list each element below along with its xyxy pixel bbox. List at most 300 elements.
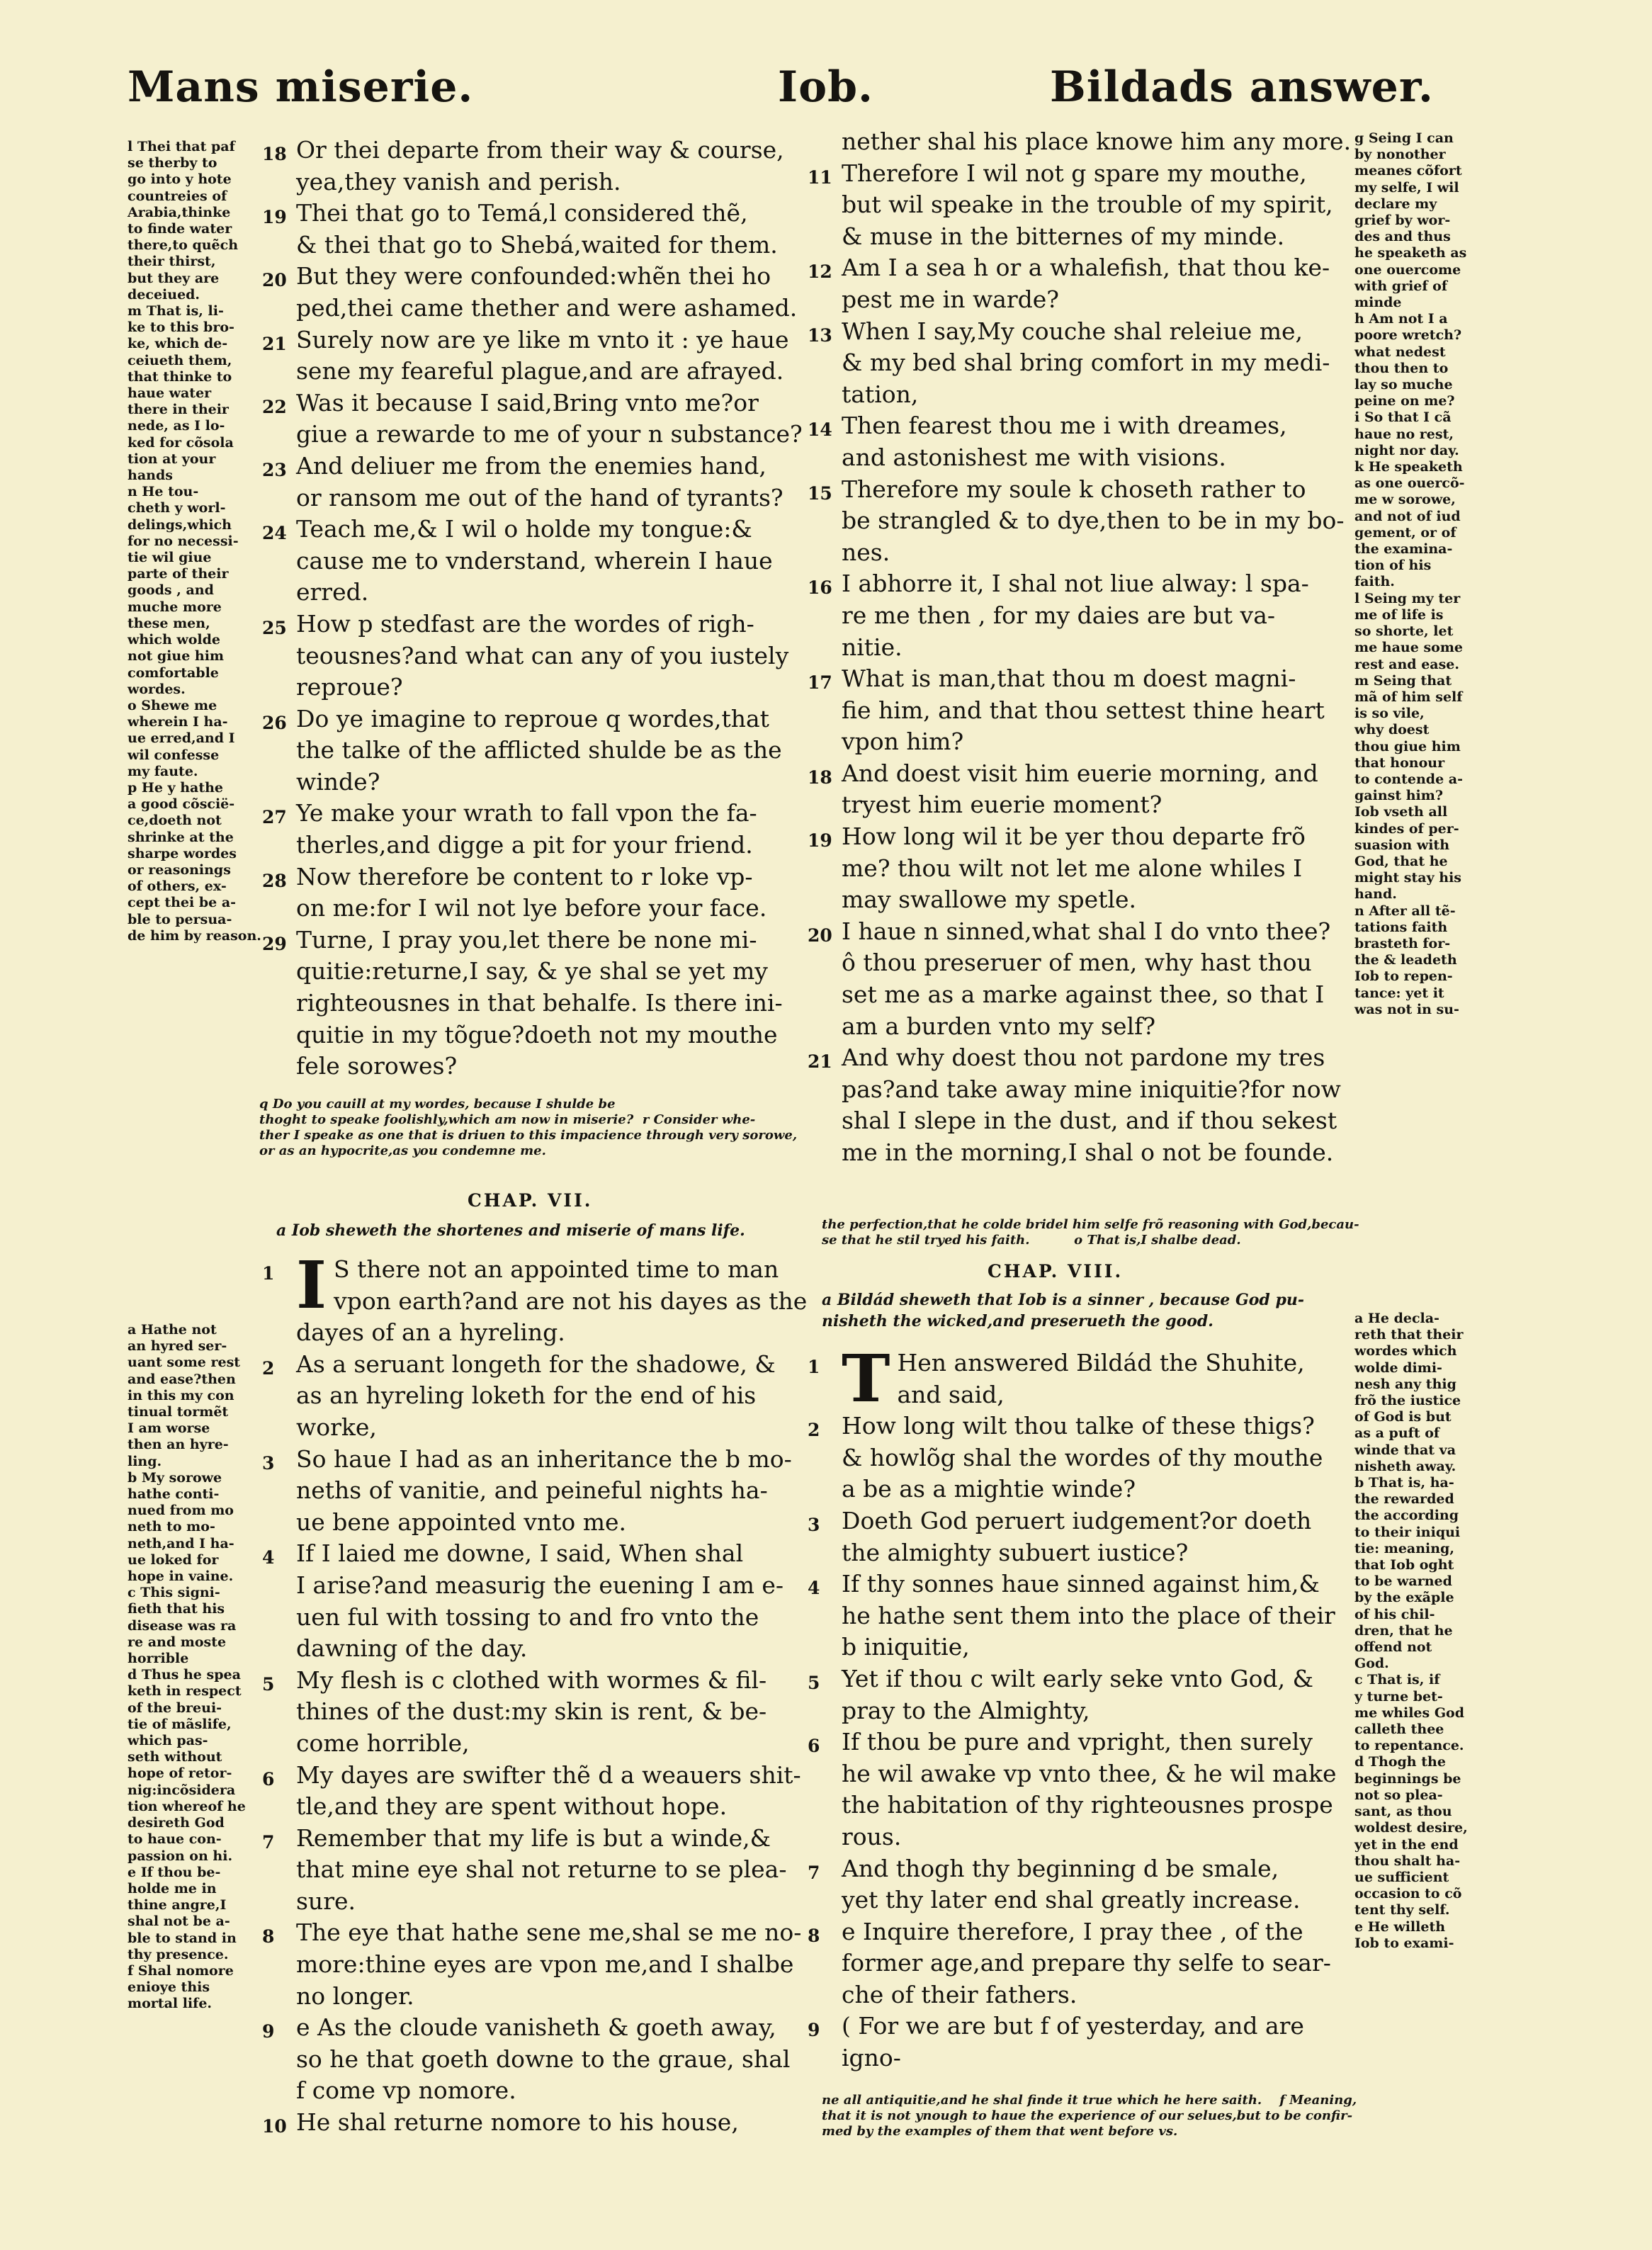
margin-note-line: sant, as thou: [1354, 1804, 1452, 1820]
margin-note-line: dren, that he: [1354, 1622, 1453, 1639]
margin-note-line: tion of his: [1354, 558, 1432, 574]
verse-number: 22: [262, 396, 287, 417]
margin-note-line: that thinke to: [128, 368, 232, 385]
margin-note-line: God, that he: [1354, 853, 1448, 869]
margin-note-line: e If thou be-: [128, 1864, 221, 1880]
margin-note-line: passion on hi.: [128, 1848, 233, 1864]
margin-note-line: hands: [128, 468, 173, 484]
verse: [262, 798, 806, 861]
chapter-7-summary: a Iob sheweth the shortenes and miserie of mans life.: [276, 1221, 745, 1240]
verse-number: 21: [262, 333, 287, 354]
margin-note-line: I am worse: [128, 1420, 210, 1437]
verse-line: Therefore I wil not g spare my mouthe,: [842, 159, 1307, 187]
margin-note-line: seth without: [128, 1749, 222, 1765]
margin-note-line: not so plea-: [1354, 1787, 1443, 1803]
margin-note-line: thy presence.: [128, 1946, 229, 1962]
margin-note-line: re and moste: [128, 1634, 227, 1650]
chapter-8-verses: [808, 1340, 1352, 2074]
margin-note-line: parte of their: [128, 566, 229, 582]
margin-notes-right-top: [1354, 130, 1496, 1018]
margin-note-line: thou shalt ha-: [1354, 1853, 1461, 1869]
verse-number: 2: [262, 1357, 275, 1379]
footnote-line: q Do you cauill at my wordes, because I shulde be: [259, 1097, 616, 1112]
verse-line: neths of vanitie, and peineful nights ha-: [296, 1476, 768, 1505]
verse-line: nes.: [842, 538, 890, 566]
verse-line: Surely now are ye like m vnto it : ye haue: [296, 325, 789, 354]
verse-number: 29: [262, 933, 287, 954]
verse: [262, 514, 806, 609]
verse-number: 5: [262, 1673, 275, 1695]
verse: [262, 1760, 806, 1823]
verse-line: worke,: [296, 1413, 377, 1441]
chapter-8-summary: [822, 1289, 1360, 1332]
verse: [808, 758, 1352, 821]
margin-note-line: for no necessi-: [128, 533, 239, 549]
margin-note-line: rest and ease.: [1354, 656, 1460, 672]
verse: [262, 861, 806, 925]
margin-note-line: horrible: [128, 1651, 189, 1667]
margin-note-line: g Seing I can: [1354, 130, 1454, 146]
margin-note-line: tion at your: [128, 451, 216, 467]
margin-note-line: c This signi-: [128, 1585, 220, 1601]
verse-line: uen ful with tossing to and fro vnto the: [296, 1602, 759, 1631]
margin-note-line: might stay his: [1354, 870, 1461, 886]
margin-note-line: m Seing that: [1354, 672, 1452, 689]
verse-line: He shal returne nomore to his house,: [296, 2108, 739, 2137]
verse-line: ( For we are but f of yesterday, and are: [842, 2012, 1304, 2040]
verse-number: 16: [808, 577, 832, 599]
verse-line: sure.: [296, 1887, 356, 1915]
margin-note-line: nued from mo: [128, 1503, 234, 1519]
verse-line: And why doest thou not pardone my tres: [842, 1044, 1325, 1072]
verse-line: I abhorre it, I shal not liue alway: l spa-: [842, 570, 1309, 598]
margin-note-line: as one ouercõ-: [1354, 475, 1465, 492]
margin-note-line: ue sufficient: [1354, 1869, 1449, 1885]
verse-line: & my bed shal bring comfort in my medi-: [842, 349, 1330, 377]
verse-line: erred.: [296, 578, 369, 606]
margin-note-line: in this my con: [128, 1387, 234, 1403]
footnote-line: that it is not ynough to haue the experience of our selues,but to be confir-: [822, 2108, 1353, 2123]
margin-note-line: to finde water: [128, 221, 232, 237]
margin-note-line: shrinke at the: [128, 829, 234, 845]
verse-line: pray to the Almighty,: [842, 1696, 1090, 1724]
chapter-7-title: CHAP. VII.: [468, 1190, 593, 1211]
verse-line: tation,: [842, 380, 919, 408]
margin-note-line: tie of mãslife,: [128, 1716, 232, 1732]
margin-note-line: and ease?then: [128, 1371, 236, 1387]
verse-line: yet thy later end shal greatly increase.: [842, 1886, 1301, 1914]
margin-note-line: b That is, ha-: [1354, 1475, 1454, 1491]
margin-note-line: by the exãple: [1354, 1590, 1454, 1606]
verse-line: But they were confounded:whẽn thei ho: [296, 262, 771, 290]
margin-note-line: shal not be a-: [128, 1913, 230, 1930]
margin-note-line: f Shal nomore: [128, 1962, 234, 1979]
margin-note-line: not giue him: [128, 648, 225, 665]
margin-note-line: wherein I ha-: [128, 714, 228, 730]
margin-note-line: lay so muche: [1354, 377, 1453, 393]
margin-note-line: mã of him self: [1354, 689, 1463, 705]
margin-note-line: mortal life.: [128, 1996, 213, 2012]
verse: [808, 1853, 1352, 1916]
verse-number: 19: [808, 830, 832, 852]
margin-note-line: tent thy self.: [1354, 1902, 1450, 1918]
verse: [808, 1042, 1352, 1168]
margin-note-line: suasion with: [1354, 837, 1450, 853]
margin-note-line: c That is, if: [1354, 1672, 1440, 1688]
verse: [808, 1916, 1352, 2011]
verse-line: As a seruant longeth for the shadowe, &: [296, 1350, 776, 1378]
verse: [262, 1665, 806, 1760]
verse: [262, 261, 806, 324]
verse-number: 25: [262, 617, 287, 638]
verse-line: Am I a sea h or a whalefish, that thou ke-: [842, 254, 1330, 282]
margin-note-line: wordes which: [1354, 1343, 1457, 1359]
verse-line: he wil awake vp vnto thee, & he wil make: [842, 1759, 1337, 1787]
margin-note-line: to haue con-: [128, 1831, 222, 1848]
margin-note-line: keth in respect: [128, 1683, 242, 1700]
verse: [262, 198, 806, 261]
verse-number: 6: [808, 1736, 820, 1757]
verse: [262, 1538, 806, 1664]
margin-note-line: neth,and I ha-: [128, 1535, 234, 1551]
margin-note-line: me haue some: [1354, 640, 1464, 656]
margin-note-line: ling.: [128, 1453, 162, 1469]
margin-note-line: tinual tormẽt: [128, 1404, 229, 1420]
verse: [808, 316, 1352, 411]
margin-note-line: nisheth away.: [1354, 1458, 1456, 1474]
verse: [808, 1726, 1352, 1853]
column-left-footnote: [259, 1097, 812, 1159]
margin-note-line: yet in the end: [1354, 1836, 1459, 1853]
margin-note-line: e He willeth: [1354, 1918, 1446, 1935]
margin-notes-left-top: [128, 139, 262, 944]
margin-note-line: a good cõscië-: [128, 796, 235, 813]
margin-note-line: ceiueth them,: [128, 352, 232, 368]
margin-note-line: these men,: [128, 615, 210, 631]
margin-note-line: my faute.: [128, 763, 198, 779]
verse-number: 1: [808, 1357, 820, 1377]
verse-line: shal I slepe in the dust, and if thou sekest: [842, 1107, 1337, 1135]
margin-note-line: ue erred,and I: [128, 730, 235, 747]
margin-note-line: goods , and: [128, 582, 214, 599]
verse-line: thines of the dust:my skin is rent, & be-: [296, 1697, 767, 1726]
verse-line: he hathe sent them into the place of their: [842, 1601, 1335, 1629]
margin-note-line: to repentance.: [1354, 1738, 1464, 1754]
margin-note-line: nig:incõsidera: [128, 1782, 236, 1798]
margin-note-line: k He speaketh: [1354, 459, 1463, 475]
verse-line: me in the morning,I shal o not be founde.: [842, 1138, 1334, 1166]
margin-note-line: Iob to exami-: [1354, 1935, 1454, 1951]
verse-number: 21: [808, 1051, 832, 1073]
margin-note-line: beginnings be: [1354, 1770, 1461, 1787]
verse-line: Teach me,& I wil o holde my tongue:&: [296, 515, 752, 543]
footnote-line: the perfection,that he colde bridel him selfe frõ reasoning with God,becau-: [822, 1217, 1359, 1232]
verse-line: pest me in warde?: [842, 285, 1059, 313]
verse: [262, 1823, 806, 1918]
verse-line: rous.: [842, 1822, 902, 1850]
verse-line: Now therefore be content to r loke vp-: [296, 862, 753, 891]
verse-line: former age,and prepare thy selfe to sear-: [842, 1949, 1331, 1977]
verse-line: the talke of the afflicted shulde be as the: [296, 736, 782, 764]
margin-note-line: muche more: [128, 599, 222, 615]
verse-line: My dayes are swifter thẽ d a weauers shit-: [296, 1760, 801, 1789]
margin-note-line: but they are: [128, 270, 220, 286]
margin-note-line: l Thei that paf: [128, 139, 235, 154]
margin-note-line: ue loked for: [128, 1551, 219, 1568]
margin-note-line: b My sorowe: [128, 1469, 222, 1486]
verse-number: 10: [262, 2116, 287, 2137]
margin-note-line: fieth that his: [128, 1601, 225, 1617]
margin-note-line: neth to mo-: [128, 1519, 215, 1535]
verse-line: & thei that go to Shebá,waited for them.: [296, 230, 778, 259]
margin-note-line: so shorte, let: [1354, 623, 1454, 640]
verse: [262, 2012, 806, 2107]
verse-number: 9: [808, 2020, 820, 2041]
verse: [808, 1411, 1352, 1505]
column-left-chapter6: [262, 135, 806, 1082]
drop-cap: T: [842, 1340, 890, 1417]
margin-note-line: thine angre,I: [128, 1897, 227, 1913]
verse-line: righteousnes in that behalfe. Is there ini-: [296, 989, 783, 1017]
verse: [262, 451, 806, 514]
running-head-left: Mans miserie.: [128, 62, 474, 112]
summary-line: a Bildád sheweth that Iob is a sinner , because God pu-: [822, 1291, 1304, 1309]
verse-line: Hen answered Bildád the Shuhite,: [897, 1349, 1305, 1376]
verse-line: as an hyreling loketh for the end of his: [296, 1381, 757, 1410]
verse-line: dawning of the day.: [296, 1634, 528, 1663]
margin-note-line: haue no rest,: [1354, 426, 1454, 442]
verse-line: yea,they vanish and perish.: [296, 167, 621, 196]
verse-line: vpon him?: [842, 728, 964, 756]
margin-note-line: tie wil giue: [128, 550, 212, 566]
verse-number: 7: [262, 1831, 275, 1853]
verse-line: Or thei departe from their way & course,: [296, 136, 784, 164]
column-right-chapter7: [808, 126, 1352, 1169]
verse-number: 15: [808, 482, 832, 504]
margin-note-line: go into y hote: [128, 171, 232, 188]
verse-line: If thy sonnes haue sinned against him,&: [842, 1570, 1320, 1598]
margin-note-line: deceiued.: [128, 286, 200, 303]
margin-note-line: nede, as I lo-: [128, 418, 225, 434]
margin-note-line: declare my: [1354, 196, 1437, 212]
margin-note-line: tance: yet it: [1354, 985, 1444, 1001]
verse: [808, 1663, 1352, 1726]
verse-number: 4: [808, 1578, 820, 1599]
verse-line: Doeth God peruert iudgement?or doeth: [842, 1506, 1312, 1534]
verse-number: 18: [808, 767, 832, 788]
verse-line: How long wil it be yer thou departe frõ: [842, 822, 1306, 851]
margin-note-line: by nonother: [1354, 147, 1446, 163]
margin-note-line: hand.: [1354, 886, 1397, 903]
verse-line: Therefore my soule k choseth rather to: [842, 475, 1306, 503]
verse-line: My flesh is c clothed with wormes & fil-: [296, 1666, 767, 1694]
verse-line: cause me to vnderstand, wherein I haue: [296, 546, 773, 575]
margin-note-line: or reasonings: [128, 861, 231, 878]
verse-number: 8: [262, 1926, 275, 1947]
margin-note-line: me of life is: [1354, 606, 1444, 623]
verse-line: And thogh thy beginning d be smale,: [842, 1854, 1279, 1882]
margin-note-line: there in their: [128, 402, 229, 418]
verse-line: If thou be pure and vpright, then surely: [842, 1728, 1313, 1756]
verse-line: nether shal his place knowe him any more.: [842, 128, 1352, 155]
margin-note-line: thou then to: [1354, 360, 1449, 376]
verse-line: Turne, I pray you,let there be none mi-: [296, 925, 757, 954]
verse: [808, 1340, 1352, 1417]
margin-note-line: n After all tẽ-: [1354, 903, 1456, 919]
verse: [262, 135, 806, 198]
verse-line: I arise?and measurig the euening I am e-: [296, 1571, 784, 1599]
verse-line: & muse in the bitternes of my minde.: [842, 222, 1285, 250]
verse: [808, 252, 1352, 315]
verse-line: Thei that go to Temá,l considered thẽ,: [296, 199, 748, 227]
chapter-7-verses: [262, 1247, 808, 2139]
margin-note-line: frõ the iustice: [1354, 1393, 1461, 1409]
verse-line: & howlõg shal the wordes of thy mouthe: [842, 1443, 1323, 1471]
margin-note-line: ble to persua-: [128, 911, 232, 927]
margin-note-line: y turne bet-: [1354, 1688, 1443, 1705]
verse-line: teousnes?and what can any of you iustely: [296, 641, 789, 669]
margin-note-line: d Thogh the: [1354, 1754, 1446, 1770]
margin-note-line: de him by reason.: [128, 927, 261, 944]
verse-line: so he that goeth downe to the graue, shal: [296, 2045, 791, 2073]
verse-number: 14: [808, 419, 832, 441]
margin-note-line: enioye this: [128, 1979, 210, 1996]
margin-note-line: hathe conti-: [128, 1486, 220, 1503]
verse-line: The eye that hathe sene me,shal se me no-: [296, 1918, 802, 1947]
verse-number: 2: [808, 1420, 820, 1441]
margin-note-line: my selfe, I wil: [1354, 179, 1459, 196]
verse-line: So haue I had as an inheritance the b mo-: [296, 1445, 792, 1473]
margin-note-line: woldest desire,: [1354, 1820, 1468, 1836]
verse: [808, 1568, 1352, 1663]
verse-line: e As the cloude vanisheth & goeth away,: [296, 2013, 776, 2042]
verse-line: but wil speake in the trouble of my spirit,: [842, 191, 1333, 219]
verse-line: tle,and they are spent without hope.: [296, 1792, 728, 1821]
margin-note-line: thou giue him: [1354, 738, 1461, 754]
verse-line: Remember that my life is but a winde,&: [296, 1824, 771, 1852]
verse-line: fie him, and that thou settest thine heart: [842, 696, 1325, 724]
verse-line: igno-: [842, 2044, 901, 2072]
margin-note-line: hope of retor-: [128, 1765, 232, 1782]
verse-number: 9: [262, 2021, 275, 2042]
verse-line: Was it because I said,Bring vnto me?or: [296, 388, 759, 417]
verse: [808, 663, 1352, 758]
margin-note-line: gainst him?: [1354, 788, 1443, 804]
margin-note-line: then an hyre-: [128, 1437, 229, 1453]
footnote-line: med by the examples of them that went before vs.: [822, 2124, 1178, 2139]
margin-note-line: what nedest: [1354, 344, 1446, 360]
verse-line: be strangled & to dye,then to be in my bo-: [842, 507, 1345, 535]
verse-line: more:thine eyes are vpon me,and I shalbe: [296, 1950, 794, 1979]
verse: [808, 410, 1352, 473]
margin-note-line: calleth thee: [1354, 1722, 1444, 1738]
margin-note-line: and not of iud: [1354, 508, 1461, 524]
margin-note-line: night nor day.: [1354, 442, 1459, 458]
footnote-line: ne all antiquitie,and he shal finde it true which he here saith. f Meaning,: [822, 2093, 1357, 2108]
verse-line: pas?and take away mine iniquitie?for now: [842, 1075, 1341, 1103]
verse-number: 18: [262, 144, 287, 164]
verse-line: vpon earth?and are not his dayes as the: [334, 1287, 808, 1315]
verse-number: 27: [262, 807, 287, 828]
verse: [808, 2011, 1352, 2074]
margin-note-line: m That is, li-: [128, 303, 224, 320]
verse-number: 23: [262, 459, 287, 480]
verse-line: e Inquire therefore, I pray thee , of the: [842, 1917, 1303, 1945]
verse-number: 6: [262, 1768, 275, 1790]
margin-note-line: me w sorowe,: [1354, 492, 1456, 508]
margin-note-line: tations faith: [1354, 919, 1448, 935]
margin-note-line: with grief of: [1354, 278, 1448, 294]
verse: [262, 703, 806, 798]
margin-note-line: desireth God: [128, 1815, 225, 1831]
verse-number: 4: [262, 1547, 275, 1568]
verse-number: 7: [808, 1862, 820, 1883]
margin-note-line: to be warned: [1354, 1573, 1452, 1590]
verse-line: f come vp nomore.: [296, 2076, 516, 2105]
verse-number: 20: [808, 925, 832, 946]
margin-notes-left-bottom: [128, 1322, 262, 2013]
running-head-right: Bildads answer.: [1050, 62, 1434, 112]
margin-note-line: which pas-: [128, 1733, 208, 1749]
verse-number: 5: [808, 1672, 820, 1693]
margin-note-line: their thirst,: [128, 254, 216, 270]
margin-note-line: to their iniqui: [1354, 1524, 1461, 1540]
verse-line: or ransom me out of the hand of tyrants?: [296, 483, 783, 511]
footnote-line: thoght to speake foolishly,which am now in miserie? r Consider whe-: [259, 1112, 756, 1127]
margin-note-line: faith.: [1354, 574, 1395, 590]
margin-note-line: n He tou-: [128, 484, 199, 500]
verse: [262, 388, 806, 451]
margin-note-line: is so vile,: [1354, 706, 1425, 722]
verse: [262, 609, 806, 703]
verse-line: ped,thei came thether and were ashamed.: [296, 293, 798, 322]
margin-note-line: the according: [1354, 1508, 1459, 1524]
margin-note-line: why doest: [1354, 722, 1430, 738]
verse: [808, 1505, 1352, 1568]
verse-line: How long wilt thou talke of these thigs?: [842, 1412, 1315, 1440]
column-right-footnote: [822, 1217, 1360, 1248]
margin-note-line: cheth y worl-: [128, 500, 226, 516]
verse-number: 26: [262, 712, 287, 733]
verse-number: 28: [262, 870, 287, 891]
verse-line: Do ye imagine to reproue q wordes,that: [296, 704, 769, 733]
verse-line: the habitation of thy righteousnes prospe: [842, 1791, 1333, 1819]
verse: [262, 925, 806, 1082]
margin-note-line: l Seing my ter: [1354, 590, 1461, 606]
margin-note-line: a Hathe not: [128, 1322, 217, 1338]
margin-note-line: of his chil-: [1354, 1606, 1435, 1622]
margin-note-line: sharpe wordes: [128, 845, 237, 861]
margin-note-line: d Thus he spea: [128, 1667, 241, 1683]
margin-note-line: comfortable: [128, 665, 219, 681]
margin-note-line: occasion to cõ: [1354, 1886, 1462, 1902]
verse-line: Yet if thou c wilt early seke vnto God, &: [842, 1664, 1314, 1692]
margin-note-line: me whiles God: [1354, 1705, 1464, 1721]
margin-note-line: wolde dimi-: [1354, 1359, 1442, 1376]
margin-note-line: there,to quẽch: [128, 237, 239, 254]
margin-note-line: nesh any thig: [1354, 1376, 1456, 1392]
verse-line: ô thou preseruer of men, why hast thou: [842, 949, 1312, 977]
verse-line: that mine eye shal not returne to se plea-: [296, 1855, 787, 1884]
margin-note-line: o Shewe me: [128, 697, 217, 713]
footnote-line: se that he stil tryed his faith. o That is,I shalbe dead.: [822, 1233, 1241, 1248]
verse-number: 13: [808, 324, 832, 346]
margin-note-line: tie: meaning,: [1354, 1540, 1454, 1556]
margin-note-line: the & leadeth: [1354, 952, 1457, 968]
verse-line: me? thou wilt not let me alone whiles I: [842, 854, 1303, 882]
margin-note-line: reth that their: [1354, 1327, 1464, 1343]
verse-line: How p stedfast are the wordes of righ-: [296, 609, 754, 638]
